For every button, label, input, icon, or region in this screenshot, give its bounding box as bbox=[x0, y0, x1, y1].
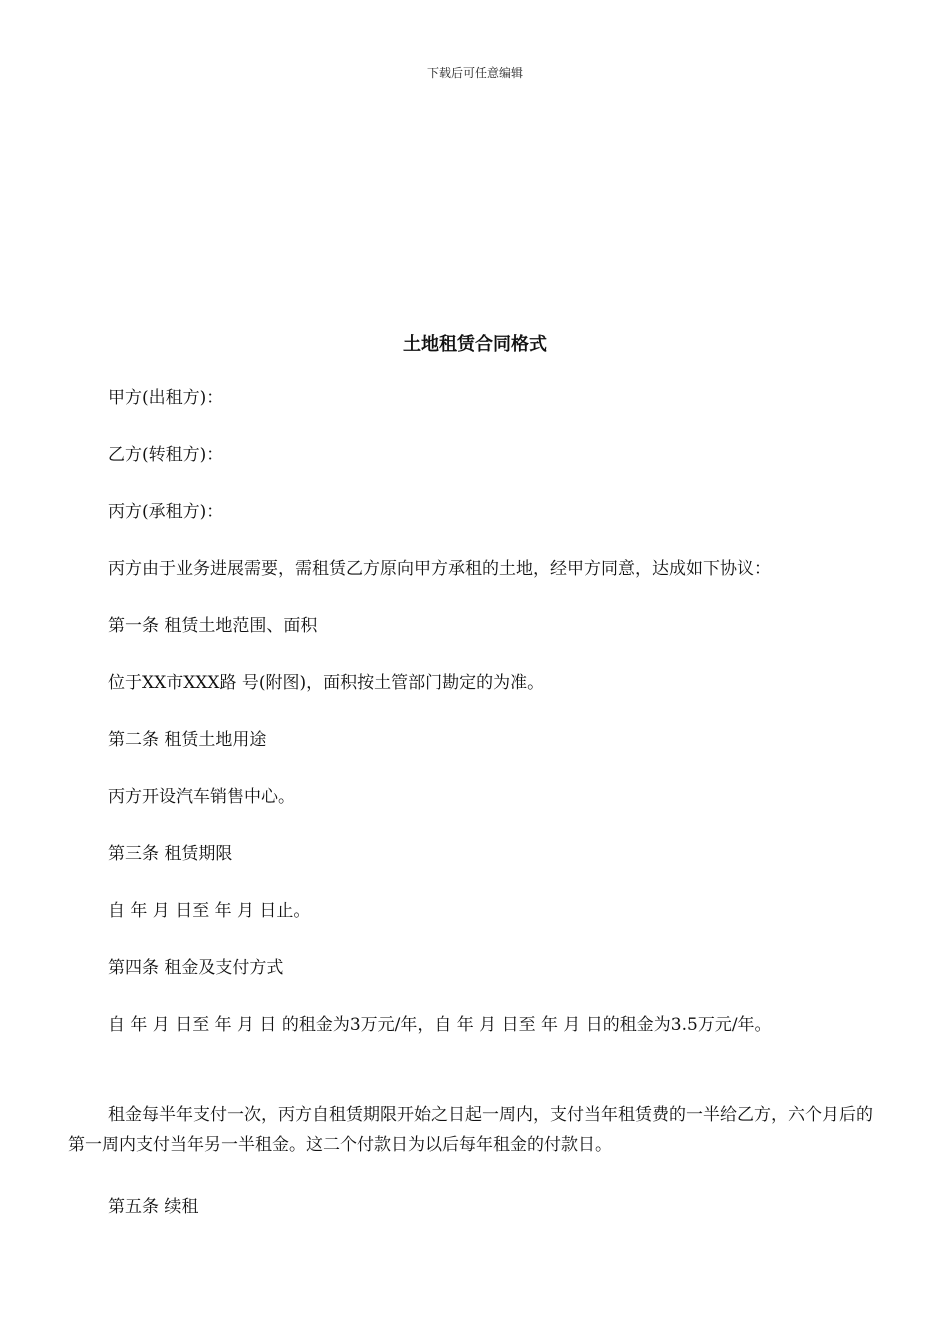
article-1-body: 位于XX市XXX路 号(附图)，面积按土管部门勘定的为准。 bbox=[108, 673, 545, 693]
document-title: 土地租赁合同格式 bbox=[403, 334, 547, 355]
party-c-line: 丙方(承租方)： bbox=[108, 502, 224, 522]
party-a-line: 甲方(出租方)： bbox=[108, 388, 224, 408]
article-2-heading: 第二条 租赁土地用途 bbox=[108, 730, 267, 750]
article-5-heading: 第五条 续租 bbox=[108, 1197, 199, 1217]
article-3-body: 自 年 月 日至 年 月 日止。 bbox=[108, 901, 311, 921]
article-4-rent-paragraph: 自 年 月 日至 年 月 日 的租金为3万元/年，自 年 月 日至 年 月 日的租金为3.5万元/年。 bbox=[108, 1015, 772, 1035]
article-4-payment-paragraph: 租金每半年支付一次，丙方自租赁期限开始之日起一周内，支付当年租赁费的一半给乙方，六个月后的第一周内支付当年另一半租金。这二个付款日为以后每年租金的付款日。 bbox=[68, 1105, 873, 1155]
download-editable-note: 下载后可任意编辑 bbox=[426, 66, 523, 80]
article-4-heading: 第四条 租金及支付方式 bbox=[108, 958, 284, 978]
article-2-body: 丙方开设汽车销售中心。 bbox=[108, 787, 295, 807]
article-1-heading: 第一条 租赁土地范围、面积 bbox=[108, 616, 318, 636]
article-3-heading: 第三条 租赁期限 bbox=[108, 844, 233, 864]
party-b-line: 乙方(转租方)： bbox=[108, 445, 224, 465]
preamble-paragraph: 丙方由于业务进展需要，需租赁乙方原向甲方承租的土地，经甲方同意，达成如下协议： bbox=[108, 559, 771, 579]
